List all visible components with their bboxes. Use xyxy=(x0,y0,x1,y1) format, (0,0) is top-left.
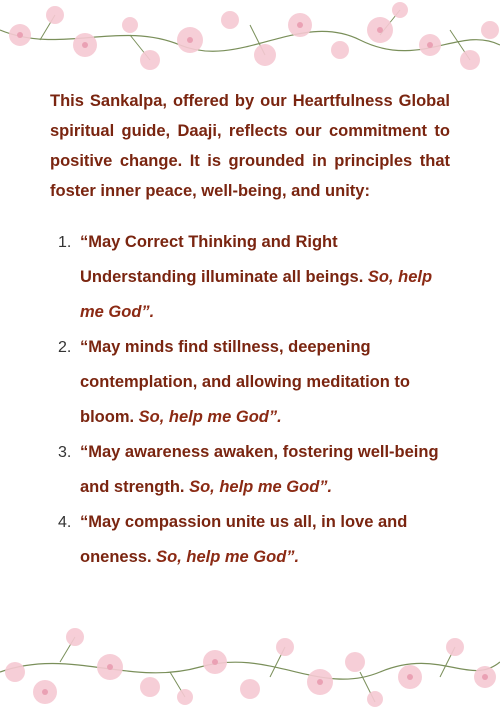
list-item xyxy=(50,505,450,575)
cherry-blossom-border-top xyxy=(0,0,500,80)
pledge-closing: So, help me God”. xyxy=(138,408,282,426)
pledge-text: “May compassion unite us all, in love and oneness. xyxy=(80,513,408,566)
list-number: 4. xyxy=(58,514,72,531)
list-item xyxy=(50,330,450,435)
intro-paragraph: This Sankalpa, offered by our Heartfulness Global spiritual guide, Daaji, reflects our commitment to positive change. It is grounded in principles that foster inner peace, well-being, and unity: xyxy=(50,92,450,200)
list-number: 1. xyxy=(58,234,72,251)
sankalpa-list xyxy=(50,225,450,575)
list-item xyxy=(50,225,450,330)
pledge-closing: So, help me God”. xyxy=(156,548,300,566)
pledge-closing: So, help me God”. xyxy=(189,478,333,496)
cherry-blossom-border-bottom xyxy=(0,617,500,707)
pledge-text: “May awareness awaken, fostering well-being and strength. xyxy=(80,443,439,496)
list-item xyxy=(50,435,450,505)
pledge-text: “May minds find stillness, deepening contemplation, and allowing meditation to bloom. xyxy=(80,338,410,426)
pledge-text: “May Correct Thinking and Right Understanding illuminate all beings. xyxy=(80,233,368,286)
list-number: 2. xyxy=(58,339,72,356)
pledge-closing: So, help me God”. xyxy=(80,268,433,321)
list-number: 3. xyxy=(58,444,72,461)
